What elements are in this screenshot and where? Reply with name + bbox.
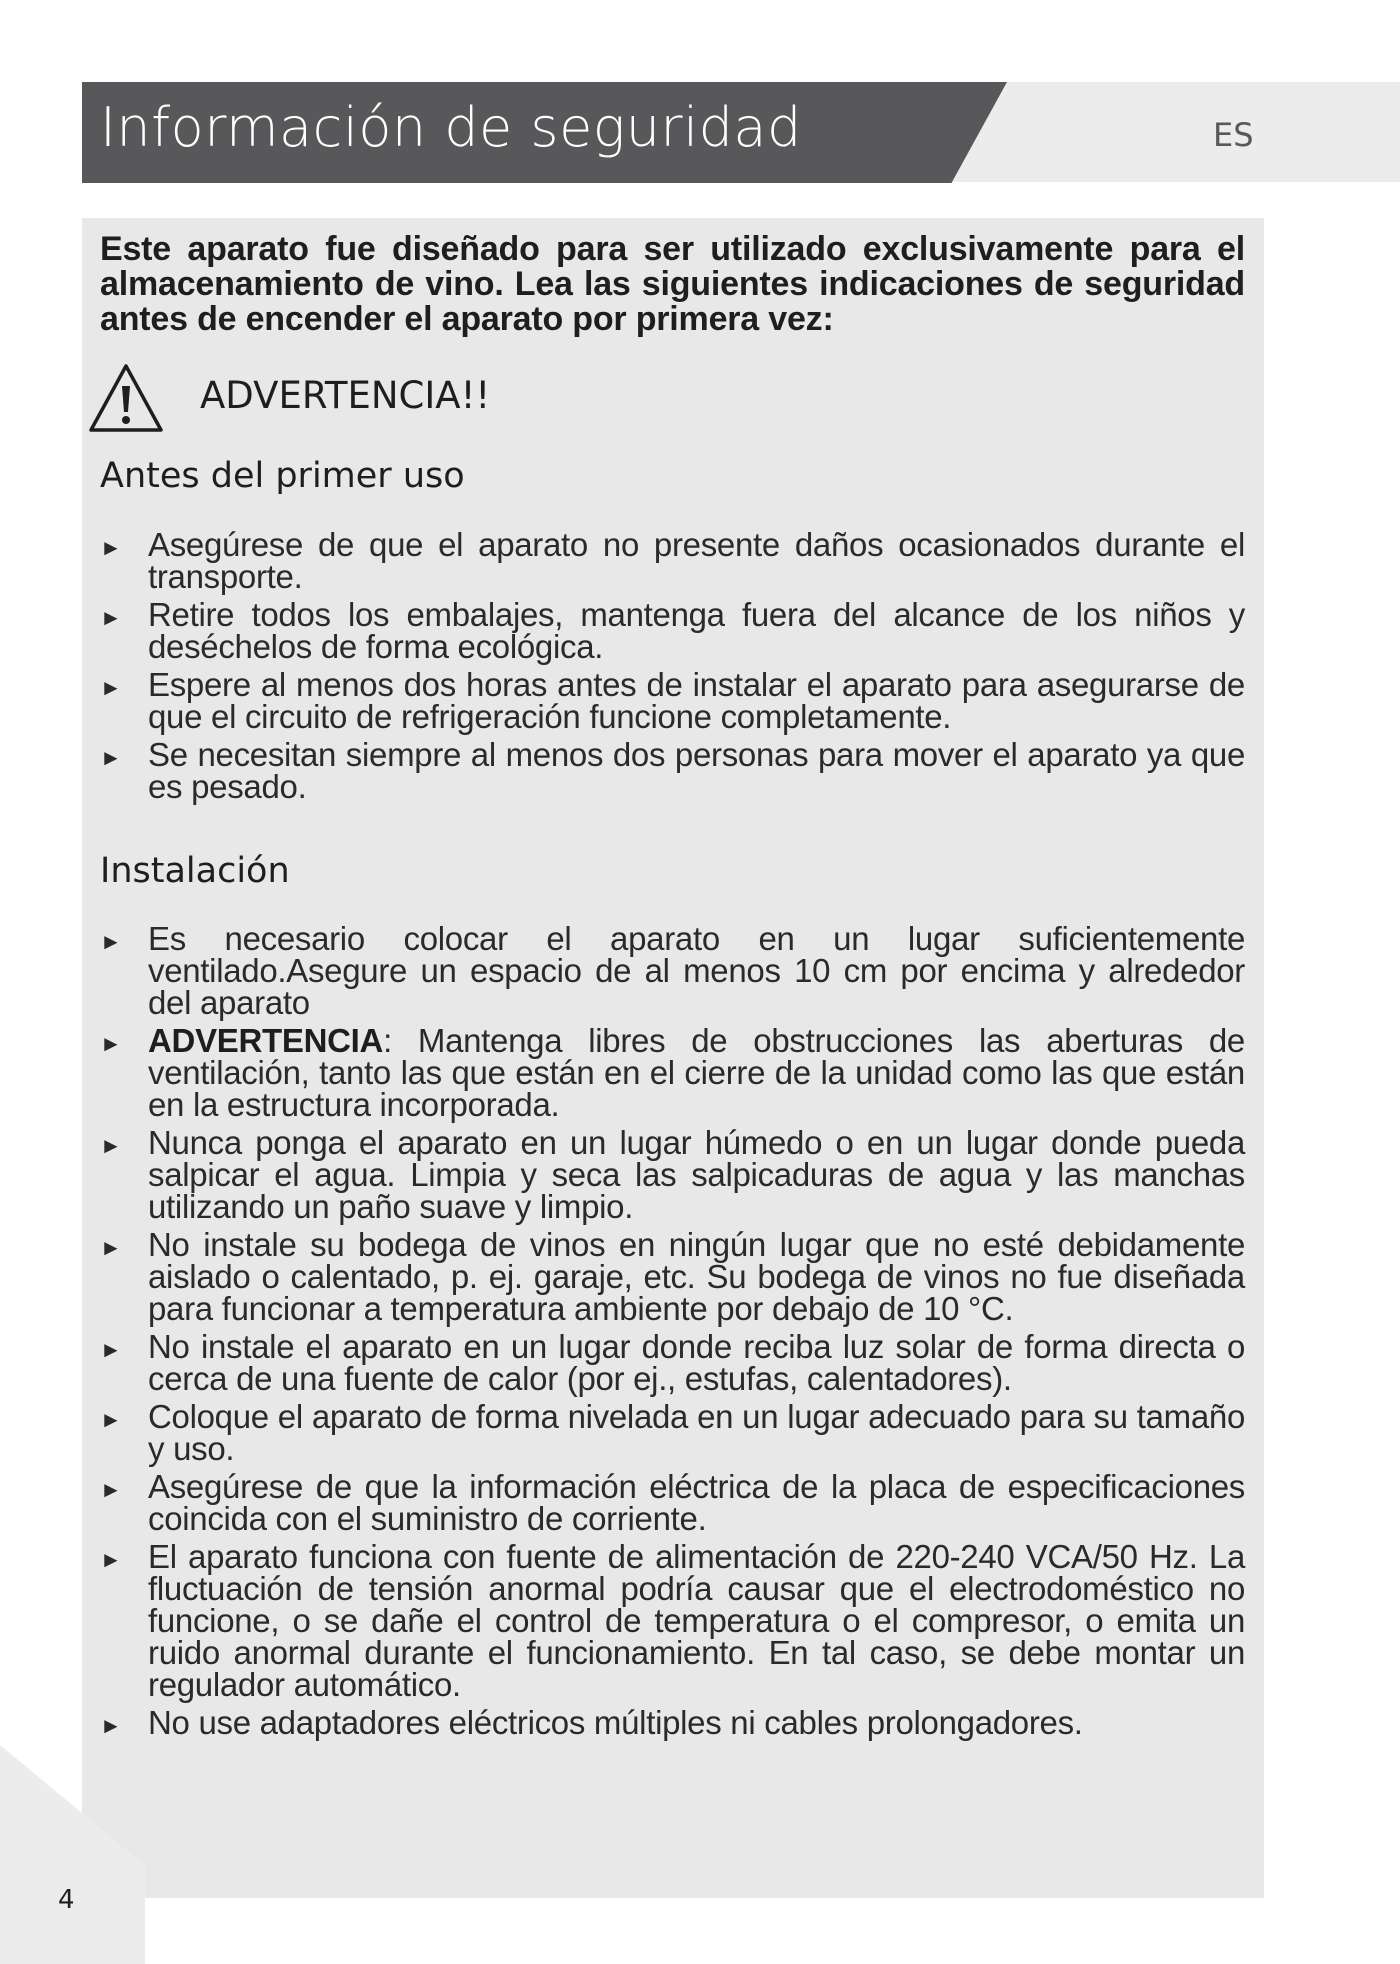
bullet-arrow-icon: ► bbox=[100, 745, 122, 770]
list-item: ► El aparato funciona con fuente de alimentación de 220-240 VCA/50 Hz. La fluctuación de tensión anormal podría causar que el electrodoméstico no funcione, o se dañe el control de temperatura o el compresor, o emita un ruido anormal durante el funcionamiento. En tal caso, se debe montar un regulador automático. bbox=[100, 1538, 1245, 1703]
page-title: Información de seguridad bbox=[100, 96, 802, 159]
list-item: ► Asegúrese de que la información eléctrica de la placa de especificaciones coincida con el suministro de corriente. bbox=[100, 1468, 1245, 1537]
bullet-arrow-icon: ► bbox=[100, 1337, 122, 1362]
list-item: ► Retire todos los embalajes, mantenga fuera del alcance de los niños y deséchelos de forma ecológica. bbox=[100, 596, 1245, 665]
intro-paragraph: Este aparato fue diseñado para ser utilizado exclusivamente para el almacenamiento de vino. Lea las siguientes indicaciones de seguridad antes de encender el aparato por primera vez: bbox=[100, 230, 1245, 338]
bullet-arrow-icon: ► bbox=[100, 605, 122, 630]
list-item: ► No instale su bodega de vinos en ningún lugar que no esté debidamente aislado o calentado, p. ej. garaje, etc. Su bodega de vinos no fue diseñada para funcionar a temperatura ambiente por debajo de 10 °C. bbox=[100, 1226, 1245, 1327]
warning-triangle-icon bbox=[86, 360, 166, 436]
warning-title: ADVERTENCIA!! bbox=[200, 374, 491, 417]
list-item: ► Se necesitan siempre al menos dos personas para mover el aparato ya que es pesado. bbox=[100, 736, 1245, 805]
first-use-list bbox=[100, 526, 1245, 805]
bullet-arrow-icon: ► bbox=[100, 1235, 122, 1260]
installation-list bbox=[100, 920, 1245, 1741]
section-heading-installation: Instalación bbox=[100, 851, 290, 891]
list-item: ► No instale el aparato en un lugar donde reciba luz solar de forma directa o cerca de una fuente de calor (por ej., estufas, calentadores). bbox=[100, 1328, 1245, 1397]
list-item: ► Asegúrese de que el aparato no presente daños ocasionados durante el transporte. bbox=[100, 526, 1245, 595]
list-item: ► No use adaptadores eléctricos múltiples ni cables prolongadores. bbox=[100, 1704, 1083, 1741]
header-corner-tab bbox=[935, 82, 1400, 182]
bullet-arrow-icon: ► bbox=[100, 1133, 122, 1158]
list-item: ► Coloque el aparato de forma nivelada en un lugar adecuado para su tamaño y uso. bbox=[100, 1398, 1245, 1467]
list-item: ► Espere al menos dos horas antes de instalar el aparato para asegurarse de que el circuito de refrigeración funcione completamente. bbox=[100, 666, 1245, 735]
list-item: ► Es necesario colocar el aparato en un lugar suficientemente ventilado.Asegure un espacio de al menos 10 cm por encima y alrededor del aparato bbox=[100, 920, 1245, 1021]
section-heading-first-use: Antes del primer uso bbox=[100, 456, 465, 496]
bullet-arrow-icon: ► bbox=[100, 1477, 122, 1502]
bullet-arrow-icon: ► bbox=[100, 535, 122, 560]
bullet-arrow-icon: ► bbox=[100, 1031, 122, 1056]
page-number: 4 bbox=[58, 1885, 75, 1915]
warning-lead: ADVERTENCIA bbox=[148, 1022, 384, 1059]
bullet-arrow-icon: ► bbox=[100, 1713, 122, 1738]
list-item: ► Nunca ponga el aparato en un lugar húmedo o en un lugar donde pueda salpicar el agua. Limpia y seca las salpicaduras de agua y las manchas utilizando un paño suave y limpio. bbox=[100, 1124, 1245, 1225]
bullet-arrow-icon: ► bbox=[100, 1547, 122, 1572]
language-code: ES bbox=[1213, 116, 1254, 154]
list-item: ► ADVERTENCIA: Mantenga libres de obstrucciones las aberturas de ventilación, tanto las que están en el cierre de la unidad como las que están en la estructura incorporada. bbox=[100, 1022, 1245, 1123]
bullet-arrow-icon: ► bbox=[100, 929, 122, 954]
bullet-arrow-icon: ► bbox=[100, 675, 122, 700]
bullet-arrow-icon: ► bbox=[100, 1407, 122, 1432]
